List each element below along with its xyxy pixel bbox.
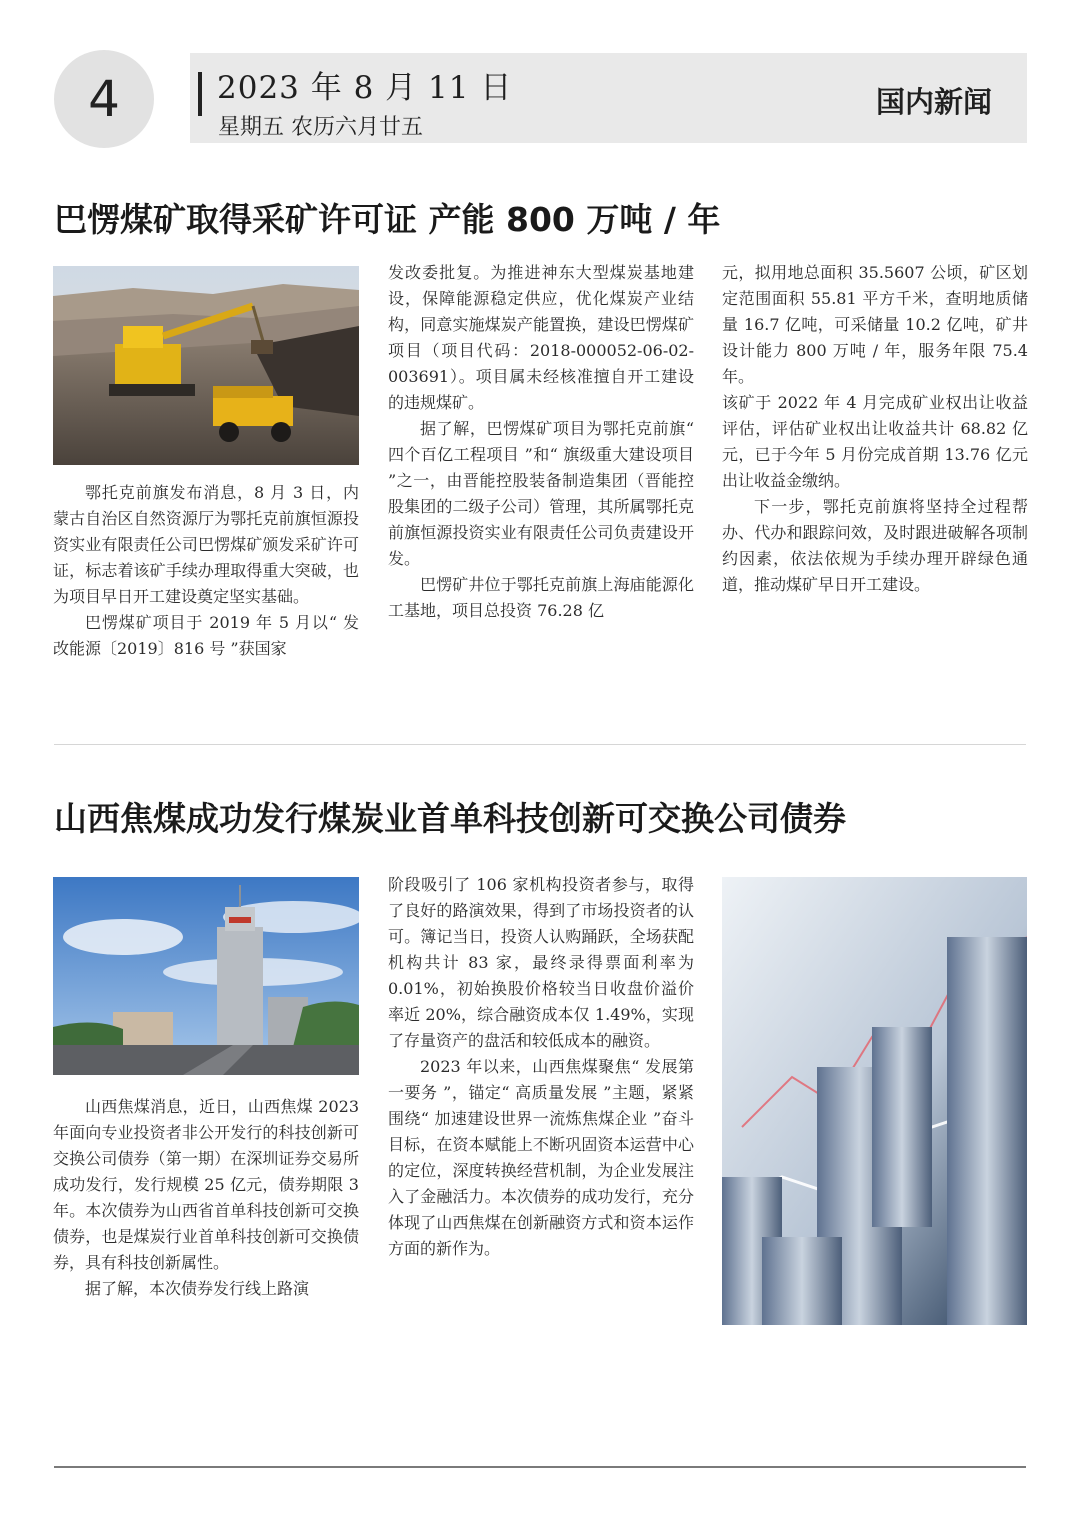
header-divider-bar [198,72,202,116]
article1-headline: 巴愣煤矿取得采矿许可证 产能 800 万吨 / 年 [54,200,721,239]
paragraph: 鄂托克前旗发布消息，8 月 3 日，内蒙古自治区自然资源厅为鄂托克前旗恒源投资实业有限责任公司巴愣煤矿颁发采矿许可证，标志着该矿手续办理取得重大突破，也为项目早日开工建设奠定坚实基础。 [53,483,359,606]
paragraph: 2023 年以来，山西焦煤聚焦“ 发展第一要务 ”，锚定“ 高质量发展 ”主题，紧紧围绕“ 加速建设世界一流炼焦煤企业 ”奋斗目标，在资本赋能上不断巩固资本运营中心的定位，深度转换经营机制，为企业发展注入了金融活力。本次债券的成功发行，充分体现了山西焦煤在创新融资方式和资本运作方面的新作为。 [388,1057,694,1258]
paragraph: 据了解，本次债券发行线上路演 [85,1279,310,1298]
issue-date: 2023 年 8 月 11 日 [217,70,513,106]
article1-column-1 [53,480,359,662]
finance-coins-chart-photo [722,877,1027,1325]
issue-weekday-lunar: 星期五 农历六月廿五 [218,115,423,140]
article1-column-3 [722,260,1028,598]
article1-column-2 [388,260,694,624]
paragraph: 巴愣矿井位于鄂托克前旗上海庙能源化工基地，项目总投资 76.28 亿 [388,575,694,620]
paragraph: 该矿于 2022 年 4 月完成矿业权出让收益评估，评估矿业权出让收益共计 68.82 亿元，已于今年 5 月份完成首期 13.76 亿元出让收益金缴纳。 [722,393,1028,490]
coal-mine-excavator-photo [53,266,359,465]
company-tower-photo [53,877,359,1075]
article2-column-2 [388,872,694,1262]
paragraph: 下一步，鄂托克前旗将坚持全过程帮办、代办和跟踪问效，及时跟进破解各项制约因素，依法依规为手续办理开辟绿色通道，推动煤矿早日开工建设。 [722,497,1028,594]
paragraph: 据了解，巴愣煤矿项目为鄂托克前旗“ 四个百亿工程项目 ”和“ 旗级重大建设项目 ”之一，由晋能控股装备制造集团（晋能控股集团的二级子公司）管理，其所属鄂托克前旗恒源投资实业有限责任公司负责建设开发。 [388,419,694,568]
section-title: 国内新闻 [875,85,992,119]
page-number-badge [54,50,154,148]
page-bottom-rule [54,1466,1026,1468]
paragraph: 巴愣煤矿项目于 2019 年 5 月以“ 发改能源〔2019〕816 号 ”获国家 [53,613,359,658]
paragraph: 山西焦煤消息，近日，山西焦煤 2023 年面向专业投资者非公开发行的科技创新可交换公司债券（第一期）在深圳证券交易所成功发行，发行规模 25 亿元，债券期限 3 年。本次债券为山西省首单科技创新可交换债券，也是煤炭行业首单科技创新可交换债券，具有科技创新属性。 [53,1097,359,1272]
paragraph: 元，拟用地总面积 35.5607 公顷，矿区划定范围面积 55.81 平方千米，查明地质储量 16.7 亿吨，可采储量 10.2 亿吨，矿井设计能力 800 万吨 / 年，服务年限 75.4 年。 [722,263,1028,386]
article2-column-1 [53,1094,359,1302]
article2-headline: 山西焦煤成功发行煤炭业首单科技创新可交换公司债券 [54,799,846,838]
article-divider [54,744,1026,745]
paragraph: 阶段吸引了 106 家机构投资者参与，取得了良好的路演效果，得到了市场投资者的认可。簿记当日，投资人认购踊跃，全场获配机构共计 83 家，最终录得票面利率为 0.01%，初始换股价格较当日收盘价溢价率近 20%，综合融资成本仅 1.49%，实现了存量资产的盘活和较低成本的融资。 [388,875,694,1050]
page-number: 4 [88,70,120,128]
paragraph: 发改委批复。为推进神东大型煤炭基地建设，保障能源稳定供应，优化煤炭产业结构，同意实施煤炭产能置换，建设巴愣煤矿项目（项目代码：2018-000052-06-02-003691）。项目属未经核准擅自开工建设的违规煤矿。 [388,263,694,412]
